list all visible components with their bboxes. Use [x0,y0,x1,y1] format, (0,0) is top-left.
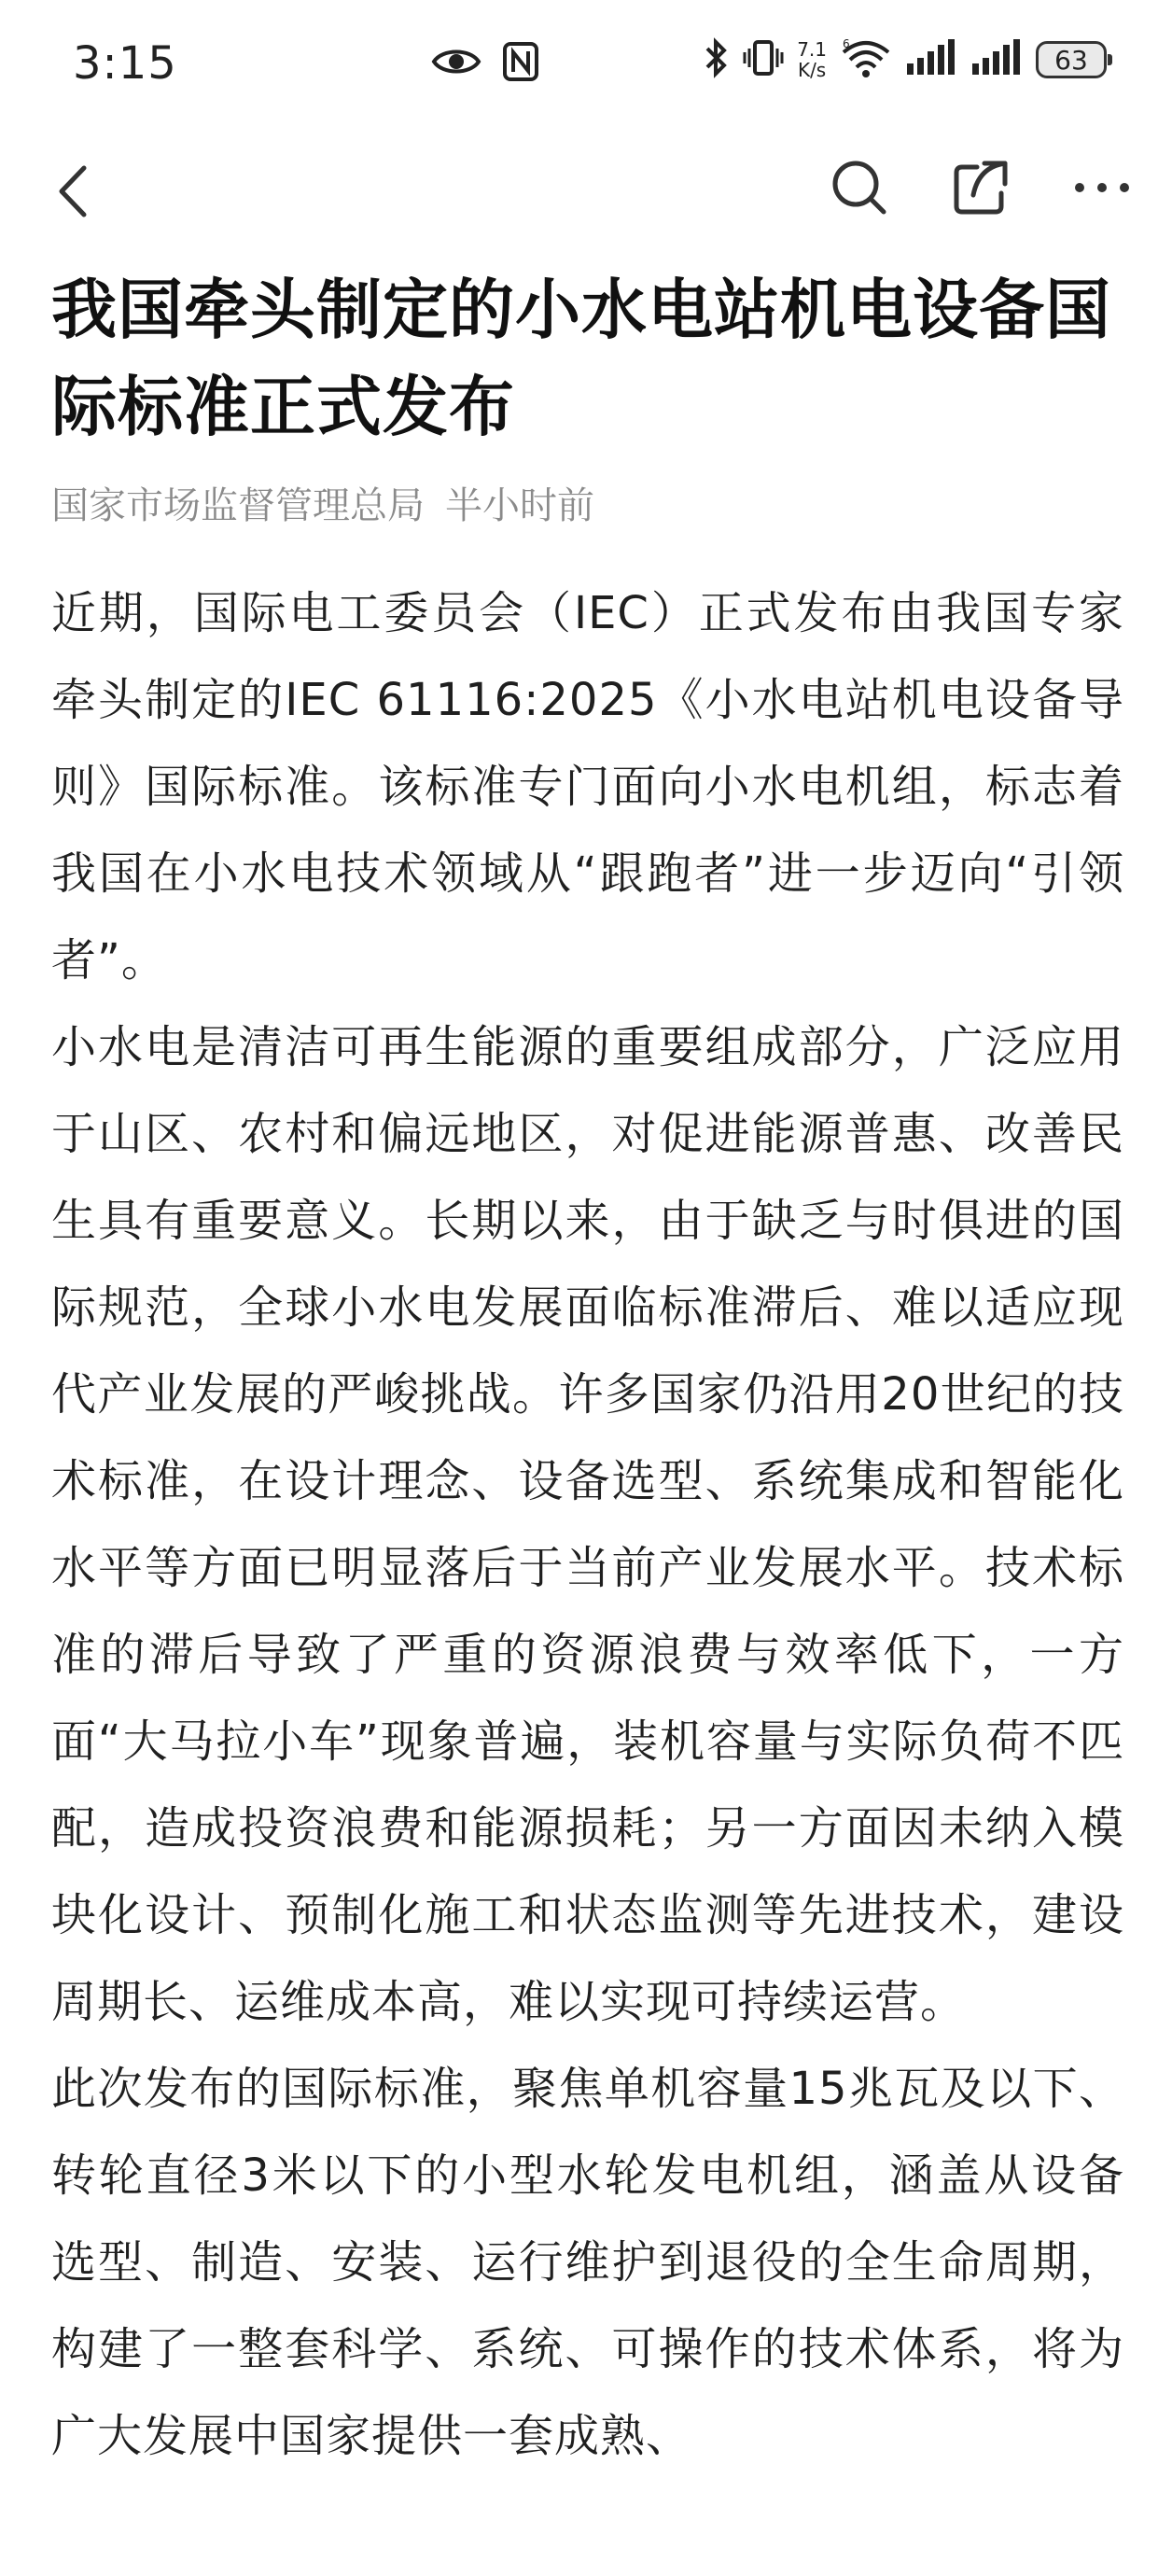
signal-icon [970,39,1023,80]
share-button[interactable] [948,157,1013,222]
article-paragraph: 近期，国际电工委员会（IEC）正式发布由我国专家牵头制定的IEC 61116:2025《小水电站机电设备导则》国际标准。该标准专门面向小水电机组，标志着我国在小水电技术领域从“跟跑者”进一步迈向“引领者”。 [51,587,1124,987]
battery-icon [1036,41,1107,78]
article-source[interactable]: 国家市场监督管理总局 [51,484,425,527]
wifi-icon [840,37,892,82]
signal-icon [905,39,957,80]
article-body [51,570,1124,2480]
more-icon [1072,178,1132,201]
bluetooth-icon [704,37,730,82]
net-speed-value: 7.1 [797,38,827,61]
status-right-icons [704,37,1107,82]
nav-actions [827,157,1135,222]
article-title: 我国牵头制定的小水电站机电设备国际标准正式发布 [51,272,1111,445]
back-arrow-icon [47,210,103,228]
battery-level: 63 [1054,44,1088,76]
eye-icon [431,45,481,82]
article-time: 半小时前 [445,484,594,527]
status-bar [0,0,1172,131]
net-speed-unit: K/s [797,59,827,81]
nfc-icon [502,41,539,86]
more-button[interactable] [1069,157,1135,222]
net-speed [797,39,827,80]
article-meta [51,476,1124,529]
search-icon [830,158,889,221]
article-paragraph: 此次发布的国际标准，聚焦单机容量15兆瓦及以下、转轮直径3米以下的小型水轮发电机组，涵盖从设备选型、制造、安装、运行维护到退役的全生命周期，构建了一整套科学、系统、可操作的技术体系，将为广大发展中国家提供一套成熟、 [51,2063,1124,2462]
article-paragraph: 小水电是清洁可再生能源的重要组成部分，广泛应用于山区、农村和偏远地区，对促进能源普惠、改善民生具有重要意义。长期以来，由于缺乏与时俱进的国际规范，全球小水电发展面临标准滞后、难以适应现代产业发展的严峻挑战。许多国家仍沿用20世纪的技术标准，在设计理念、设备选型、系统集成和智能化水平等方面已明显落后于当前产业发展水平。技术标准的滞后导致了严重的资源浪费与效率低下，一方面“大马拉小车”现象普遍，装机容量与实际负荷不匹配，造成投资浪费和能源损耗；另一方面因未纳入模块化设计、预制化施工和状态监测等先进技术，建设周期长、运维成本高，难以实现可持续运营。 [51,1021,1124,2028]
back-button[interactable] [47,159,103,224]
nav-bar [0,140,1172,243]
svg-text:6: 6 [843,37,850,50]
article [51,261,1124,2480]
share-icon [951,158,1011,221]
search-button[interactable] [827,157,892,222]
status-left-icons [431,41,539,86]
vibrate-icon [743,37,784,82]
status-time: 3:15 [73,37,177,90]
